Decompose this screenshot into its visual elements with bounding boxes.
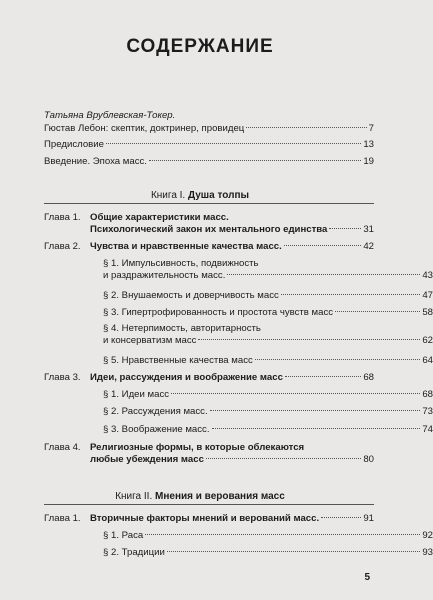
toc-section-2-5[interactable]: § 5. Нравственные качества масс 64 xyxy=(103,355,433,366)
page-number: 5 xyxy=(364,572,370,583)
dot-leader xyxy=(285,376,361,377)
dot-leader xyxy=(198,339,420,340)
toc-chapter-2[interactable]: Глава 2. Чувства и нравственные качества масс. 42 xyxy=(44,241,374,252)
dot-leader xyxy=(212,428,421,429)
dot-leader xyxy=(206,458,361,459)
toc-book2-section-2[interactable]: § 2. Традиции 93 xyxy=(103,547,433,558)
toc-section-3-1[interactable]: § 1. Идеи масс 68 xyxy=(103,389,433,400)
dot-leader xyxy=(227,274,420,275)
toc-entry-intro[interactable]: Введение. Эпоха масс. 19 xyxy=(44,156,374,167)
dot-leader xyxy=(106,143,361,144)
toc-chapter-3[interactable]: Глава 3. Идеи, рассуждения и воображение масс 68 xyxy=(44,372,374,383)
preface-author: Татьяна Врублевская-Токер. xyxy=(44,110,176,121)
toc-section-3-3[interactable]: § 3. Воображение масс. 74 xyxy=(103,424,433,435)
toc-book2-section-1[interactable]: § 1. Раса 92 xyxy=(103,530,433,541)
toc-section-2-4[interactable]: § 4. Нетерпимость, авторитарность и консерватизм масс 62 xyxy=(103,323,433,346)
toc-section-3-2[interactable]: § 2. Рассуждения масс. 73 xyxy=(103,406,433,417)
dot-leader xyxy=(281,294,421,295)
toc-entry-essay[interactable]: Гюстав Лебон: скептик, доктринер, провидец 7 xyxy=(44,123,374,134)
dot-leader xyxy=(171,393,420,394)
toc-section-2-1[interactable]: § 1. Импульсивность, подвижность и раздражительность масс. 43 xyxy=(103,258,433,281)
toc-section-2-2[interactable]: § 2. Внушаемость и доверчивость масс 47 xyxy=(103,290,433,301)
divider xyxy=(44,504,374,505)
dot-leader xyxy=(335,311,420,312)
dot-leader xyxy=(145,534,420,535)
dot-leader xyxy=(210,410,421,411)
dot-leader xyxy=(321,517,361,518)
toc-section-2-3[interactable]: § 3. Гипертрофированность и простота чувств масс 58 xyxy=(103,307,433,318)
dot-leader xyxy=(284,245,362,246)
book1-heading: Книга I. Душа толпы xyxy=(150,190,250,201)
divider xyxy=(44,203,374,204)
dot-leader xyxy=(329,228,361,229)
page-title: СОДЕРЖАНИЕ xyxy=(126,36,274,57)
toc-chapter-1[interactable]: Глава 1. Общие характеристики масс. Психологический закон их ментального единства 31 xyxy=(44,212,374,235)
dot-leader xyxy=(255,359,420,360)
dot-leader xyxy=(167,551,420,552)
book2-heading: Книга II. Мнения и верования масс xyxy=(115,491,285,502)
dot-leader xyxy=(149,160,361,161)
toc-entry-foreword[interactable]: Предисловие 13 xyxy=(44,139,374,150)
dot-leader xyxy=(246,127,366,128)
toc-book2-chapter-1[interactable]: Глава 1. Вторичные факторы мнений и верований масс. 91 xyxy=(44,513,374,524)
toc-chapter-4[interactable]: Глава 4. Религиозные формы, в которые облекаются любые убеждения масс 80 xyxy=(44,442,374,465)
